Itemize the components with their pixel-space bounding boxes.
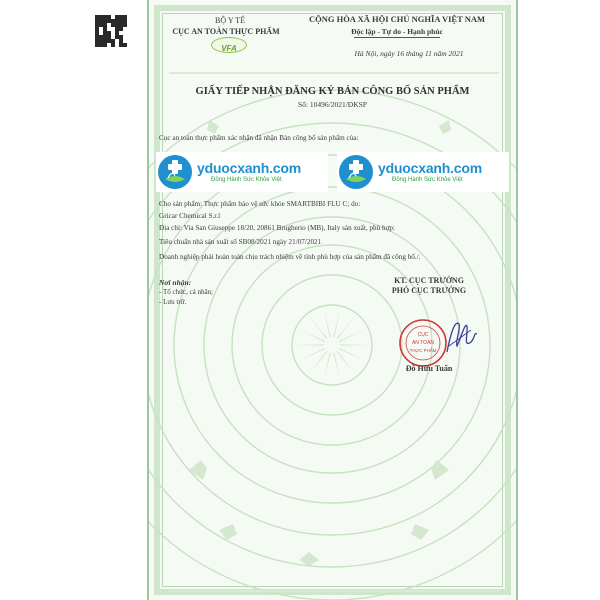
company-name: Gricar Chemical S.r.l: [159, 212, 221, 220]
ministry-name: BỘ Y TẾ: [215, 16, 245, 25]
intro-text: Cục an toàn thực phẩm xác nhận đã nhận Bản công bố sản phẩm của:: [159, 134, 359, 142]
watermark-logo-left: [156, 152, 328, 192]
medical-cross-icon: [339, 155, 373, 189]
recipients-label: Nơi nhận:: [159, 278, 192, 287]
recipient-item: - Lưu trữ.: [159, 298, 187, 306]
recipient-item: - Tổ chức, cá nhân;: [159, 288, 214, 296]
document-title: GIẤY TIẾP NHẬN ĐĂNG KÝ BẢN CÔNG BỐ SẢN PHẨM: [195, 86, 470, 97]
signer-name: Đỗ Hữu Tuấn: [405, 364, 453, 373]
motto-underline: [354, 37, 440, 38]
watermark-brand: yduocxanh.com: [378, 160, 482, 176]
place-date: Hà Nội, ngày 16 tháng 11 năm 2021: [354, 49, 464, 58]
stamp-line-2: AN TOÀN: [411, 340, 435, 346]
watermark-logo-right: [337, 152, 509, 192]
agency-logo: [211, 37, 247, 53]
qr-code: [95, 15, 127, 47]
stamp-line-1: CỤC: [417, 332, 429, 338]
certificate-document: [147, 0, 518, 600]
company-address: Địa chỉ: Via San Giuseppe 18/20, 20861 Brugherio (MB), Italy sản xuất, phù hợp:: [159, 224, 395, 232]
handwritten-signature: [441, 312, 481, 362]
stamp-line-3: THỰC PHẨM: [409, 348, 437, 353]
agency-name: CỤC AN TOÀN THỰC PHẨM: [172, 27, 280, 36]
signer-title-2: PHÓ CỤC TRƯỞNG: [391, 286, 467, 295]
standard-line: Tiêu chuẩn nhà sản xuất số SB08/2021 ngày 21/07/2021: [159, 238, 322, 246]
medical-cross-icon: [158, 155, 192, 189]
watermark-tagline: Đồng Hành Sức Khỏe Việt: [211, 177, 282, 183]
watermark-tagline: Đồng Hành Sức Khỏe Việt: [392, 177, 463, 183]
watermark-brand: yduocxanh.com: [197, 160, 301, 176]
national-motto: Độc lập - Tự do - Hạnh phúc: [351, 27, 443, 36]
country-name: CỘNG HÒA XÃ HỘI CHỦ NGHĨA VIỆT NAM: [308, 14, 486, 24]
product-line: Cho sản phẩm: Thực phẩm bảo vệ sức khỏe SMARTBIBI FLU C; do:: [159, 200, 361, 208]
signer-title-1: KT. CỤC TRƯỞNG: [394, 276, 464, 285]
responsibility-line: Doanh nghiệp phải hoàn toàn chịu trách nhiệm về tính phù hợp của sản phẩm đã công bố./.: [159, 253, 421, 261]
document-number: Số: 10496/2021/ĐKSP: [298, 100, 367, 109]
agency-logo-text: VFA: [221, 44, 237, 53]
